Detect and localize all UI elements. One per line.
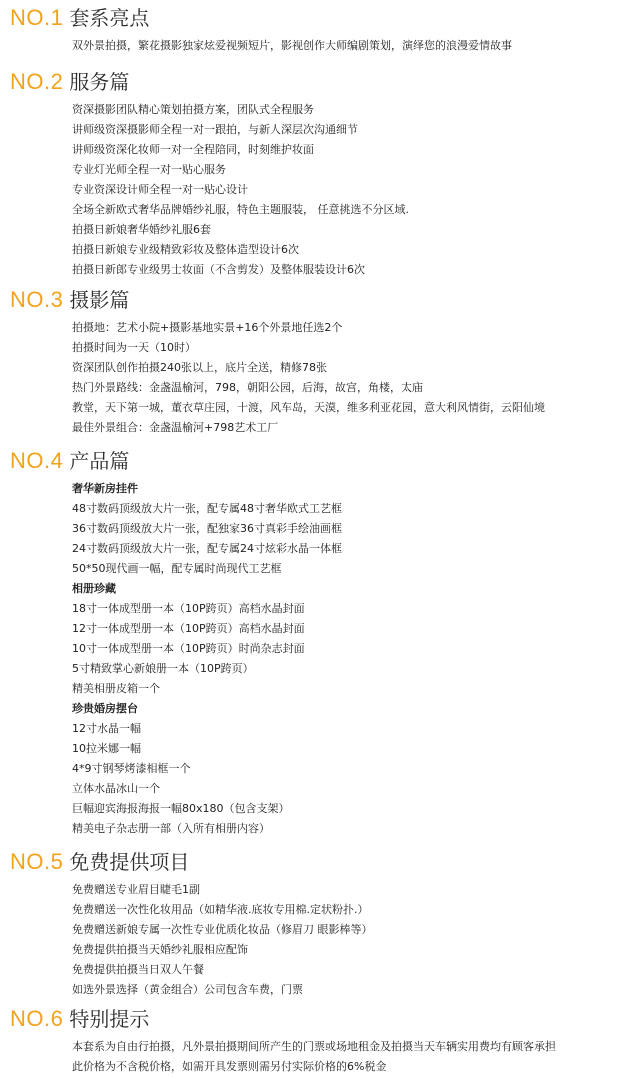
- list-item: 10寸一体成型册一本（10P跨页）时尚杂志封面: [72, 642, 305, 655]
- section-number: NO.6: [10, 1006, 64, 1031]
- section-title: 套系亮点: [69, 6, 150, 30]
- section-heading: [10, 1003, 149, 1033]
- section-heading: [10, 66, 129, 96]
- section-items: [72, 880, 612, 1000]
- section-items: [72, 1037, 612, 1077]
- section-title: 特别提示: [69, 1007, 150, 1031]
- list-item: 本套系为自由行拍摄，凡外景拍摄期间所产生的门票或场地租金及拍摄当天车辆实用费均有顾客承担: [72, 1040, 556, 1053]
- section-items: [72, 479, 612, 839]
- subheading: 相册珍藏: [72, 582, 116, 595]
- list-item: 专业资深设计师全程一对一贴心设计: [72, 183, 248, 196]
- section-title: 服务篇: [69, 70, 130, 94]
- list-item: 12寸一体成型册一本（10P跨页）高档水晶封面: [72, 622, 305, 635]
- list-item: 12寸水晶一幅: [72, 722, 141, 735]
- list-item: 拍摄地：艺术小院+摄影基地实景+16个外景地任选2个: [72, 321, 343, 334]
- list-item: 巨幅迎宾海报海报一幅80x180（包含支架）: [72, 802, 290, 815]
- list-item: 专业灯光师全程一对一贴心服务: [72, 163, 226, 176]
- section-heading: [10, 445, 129, 475]
- list-item: 全场全新欧式奢华品牌婚纱礼服，特色主题服装， 任意挑选不分区域.: [72, 203, 409, 216]
- section-number: NO.5: [10, 849, 64, 874]
- list-item: 精美电子杂志册一部（入所有相册内容）: [72, 822, 270, 835]
- section-title: 产品篇: [69, 449, 130, 473]
- list-item: 精美相册皮箱一个: [72, 682, 160, 695]
- section-items: [72, 36, 612, 56]
- list-item: 资深团队创作拍摄240张以上，底片全送，精修78张: [72, 361, 327, 374]
- list-item: 18寸一体成型册一本（10P跨页）高档水晶封面: [72, 602, 305, 615]
- list-item: 免费提供拍摄当日双人午餐: [72, 963, 204, 976]
- list-item: 资深摄影团队精心策划拍摄方案，团队式全程服务: [72, 103, 314, 116]
- list-item: 教堂，天下第一城，董衣草庄园，十渡，风车岛，天漠，维多利亚花园，意大利风情街，云阳仙境: [72, 401, 545, 414]
- list-item: 讲师级资深化妆师一对一全程陪同，时刻维护妆面: [72, 143, 314, 156]
- list-item: 10拉米娜一幅: [72, 742, 141, 755]
- list-item: 50*50现代画一幅，配专属时尚现代工艺框: [72, 562, 282, 575]
- section-title: 摄影篇: [69, 288, 130, 312]
- section-number: NO.3: [10, 287, 64, 312]
- list-item: 48寸数码顶级放大片一张，配专属48寸奢华欧式工艺框: [72, 502, 342, 515]
- list-item: 5寸精致掌心新娘册一本（10P跨页）: [72, 662, 254, 675]
- section-items: [72, 318, 612, 438]
- section-heading: [10, 284, 129, 314]
- list-item: 立体水晶冰山一个: [72, 782, 160, 795]
- list-item: 免费赠送一次性化妆用品（如精华液.底妆专用棉.定状粉扑.）: [72, 903, 369, 916]
- list-item: 热门外景路线：金盏温榆河，798，朝阳公园，后海，故宫，角楼，太庙: [72, 381, 423, 394]
- list-item: 免费赠送新娘专属一次性专业优质化妆品（修眉刀 眼影棒等）: [72, 923, 373, 936]
- list-item: 最佳外景组合：金盏温榆河+798艺术工厂: [72, 421, 279, 434]
- list-item: 拍摄日新郎专业级男士妆面（不含剪发）及整体服装设计6次: [72, 263, 365, 276]
- section-items: [72, 100, 612, 280]
- list-item: 如选外景选择（黄金组合）公司包含车费，门票: [72, 983, 303, 996]
- list-item: 双外景拍摄，繁花摄影独家炫爱视频短片，影视创作大师编剧策划，演绎您的浪漫爱情故事: [72, 39, 512, 52]
- list-item: 免费提供拍摄当天婚纱礼服相应配饰: [72, 943, 248, 956]
- list-item: 4*9寸钢琴烤漆相框一个: [72, 762, 191, 775]
- list-item: 此价格为不含税价格，如需开具发票则需另付实际价格的6%税金: [72, 1060, 387, 1073]
- list-item: 36寸数码顶级放大片一张，配独家36寸真彩手绘油画框: [72, 522, 342, 535]
- list-item: 24寸数码顶级放大片一张，配专属24寸炫彩水晶一体框: [72, 542, 342, 555]
- subheading: 奢华新房挂件: [72, 482, 138, 495]
- section-number: NO.4: [10, 448, 64, 473]
- list-item: 讲师级资深摄影师全程一对一跟拍，与新人深层次沟通细节: [72, 123, 358, 136]
- section-heading: [10, 846, 189, 876]
- section-number: NO.1: [10, 5, 64, 30]
- list-item: 免费赠送专业眉目睫毛1副: [72, 883, 200, 896]
- subheading: 珍贵婚房摆台: [72, 702, 138, 715]
- section-heading: [10, 2, 149, 32]
- list-item: 拍摄日新娘专业级精致彩妆及整体造型设计6次: [72, 243, 299, 256]
- section-number: NO.2: [10, 69, 64, 94]
- section-title: 免费提供项目: [69, 850, 190, 874]
- list-item: 拍摄时间为一天（10时）: [72, 341, 196, 354]
- list-item: 拍摄日新娘奢华婚纱礼服6套: [72, 223, 211, 236]
